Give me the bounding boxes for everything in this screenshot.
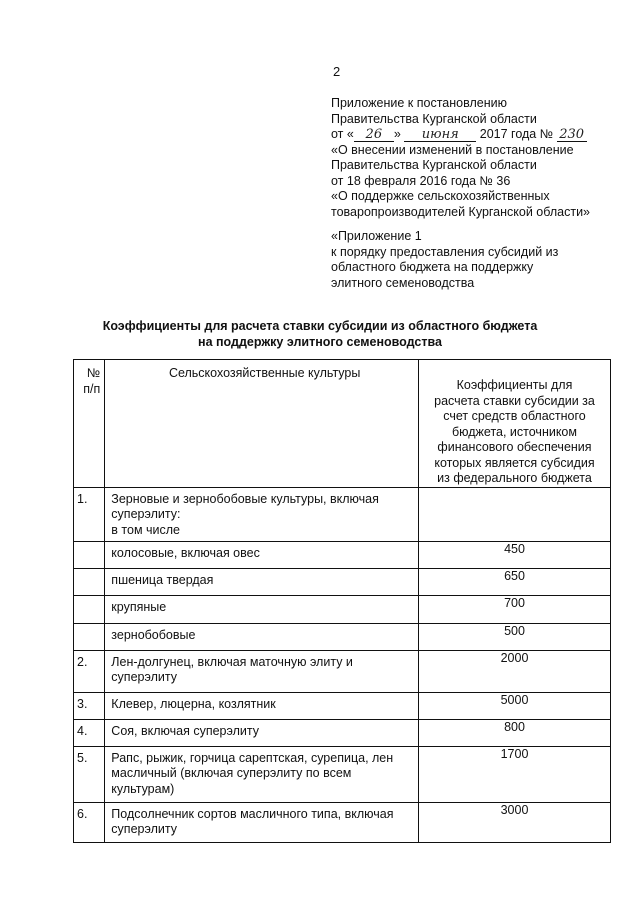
header-coef-line: которых является субсидия <box>434 455 595 470</box>
table-row <box>74 487 611 541</box>
header-crop: Сельскохозяйственные культуры <box>105 360 419 488</box>
row-num: 1. <box>74 487 105 541</box>
header-coef-line: расчета ставки субсидии за <box>434 393 595 408</box>
row-value: 700 <box>419 595 611 623</box>
title-line: на поддержку элитного семеноводства <box>198 334 442 349</box>
crop-line: в том числе <box>111 522 181 537</box>
row-value: 1700 <box>419 746 611 802</box>
crop-line: колосовые, включая овес <box>111 545 260 560</box>
header-coefficient <box>419 360 611 488</box>
row-crop <box>105 802 419 842</box>
crop-line: крупяные <box>111 599 167 614</box>
header-num <box>74 360 105 488</box>
crop-line: суперэлиту: <box>111 507 181 521</box>
table-row <box>74 746 611 802</box>
row-num: 4. <box>74 719 105 746</box>
crop-line: Зерновые и зернобобовые культуры, включая <box>111 491 379 506</box>
document-title <box>0 319 640 350</box>
row-crop <box>105 719 419 746</box>
row-num: 6. <box>74 802 105 842</box>
row-value: 500 <box>419 623 611 650</box>
row-value: 2000 <box>419 650 611 692</box>
row-crop <box>105 487 419 541</box>
row-num: 2. <box>74 650 105 692</box>
row-crop <box>105 568 419 595</box>
row-num <box>74 623 105 650</box>
row-crop <box>105 692 419 719</box>
crop-line: Клевер, люцерна, козлятник <box>111 696 276 711</box>
sub-appendix-header <box>331 229 558 291</box>
row-num: 3. <box>74 692 105 719</box>
header-coef-line: из федерального бюджета <box>437 471 592 485</box>
appendix-line: товаропроизводителей Курганской области» <box>331 204 591 219</box>
row-num: 5. <box>74 746 105 802</box>
handwritten-number: 230 <box>557 128 587 142</box>
row-crop <box>105 623 419 650</box>
table-row <box>74 802 611 842</box>
handwritten-day: 26 <box>354 128 394 142</box>
handwritten-month: июня <box>404 128 476 142</box>
crop-line: Лен-долгунец, включая маточную элиту и <box>111 654 353 669</box>
row-num <box>74 568 105 595</box>
page-number: 2 <box>333 64 341 79</box>
crop-line: суперэлиту <box>111 822 177 836</box>
header-coef-line: Коэффициенты для <box>456 378 573 392</box>
table-row <box>74 541 611 568</box>
row-value: 650 <box>419 568 611 595</box>
header-coef-line: счет средств областного <box>443 409 586 423</box>
sub-appendix-line: элитного семеноводства <box>331 275 475 290</box>
crop-line: зернобобовые <box>111 627 196 642</box>
table-row <box>74 568 611 595</box>
table-row <box>74 692 611 719</box>
row-value: 3000 <box>419 802 611 842</box>
row-value: 450 <box>419 541 611 568</box>
row-num <box>74 541 105 568</box>
header-num-line: п/п <box>83 381 101 396</box>
appendix-line: от 18 февраля 2016 года № 36 <box>331 173 511 188</box>
crop-line: Рапс, рыжик, горчица сарептская, сурепица, лен <box>111 750 394 765</box>
date-prefix: от « <box>331 127 354 141</box>
row-value <box>419 487 611 541</box>
date-year: 2017 года № <box>479 127 554 141</box>
row-crop <box>105 746 419 802</box>
row-crop <box>105 650 419 692</box>
header-coef-line: бюджета, источником <box>452 424 577 439</box>
crop-line: Подсолнечник сортов масличного типа, включая <box>111 806 394 821</box>
header-coef-line: финансового обеспечения <box>437 440 592 454</box>
appendix-date-line <box>331 127 590 143</box>
sub-appendix-line: «Приложение 1 <box>331 229 422 243</box>
crop-line: суперэлиту <box>111 670 177 684</box>
appendix-line: «О внесении изменений в постановление <box>331 142 574 157</box>
table-row <box>74 650 611 692</box>
crop-line: культурам) <box>111 781 175 796</box>
table-header-row <box>74 360 611 488</box>
coefficients-table <box>73 359 611 843</box>
crop-line: пшеница твердая <box>111 572 214 587</box>
appendix-line: Правительства Курганской области <box>331 111 537 126</box>
row-value: 800 <box>419 719 611 746</box>
header-num-line: № <box>86 366 101 380</box>
row-crop <box>105 541 419 568</box>
row-crop <box>105 595 419 623</box>
sub-appendix-line: к порядку предоставления субсидий из <box>331 244 559 259</box>
appendix-header <box>331 96 590 220</box>
table-row <box>74 719 611 746</box>
date-mid: » <box>393 127 401 141</box>
row-value: 5000 <box>419 692 611 719</box>
table-row <box>74 595 611 623</box>
title-line: Коэффициенты для расчета ставки субсидии из областного бюджета <box>102 319 538 333</box>
sub-appendix-line: областного бюджета на поддержку <box>331 260 534 274</box>
appendix-line: «О поддержке сельскохозяйственных <box>331 189 550 203</box>
appendix-line: Приложение к постановлению <box>331 96 507 110</box>
crop-line: Соя, включая суперэлиту <box>111 723 260 738</box>
crop-line: масличный (включая суперэлиту по всем <box>111 766 352 780</box>
row-num <box>74 595 105 623</box>
appendix-line: Правительства Курганской области <box>331 158 537 172</box>
table-row <box>74 623 611 650</box>
